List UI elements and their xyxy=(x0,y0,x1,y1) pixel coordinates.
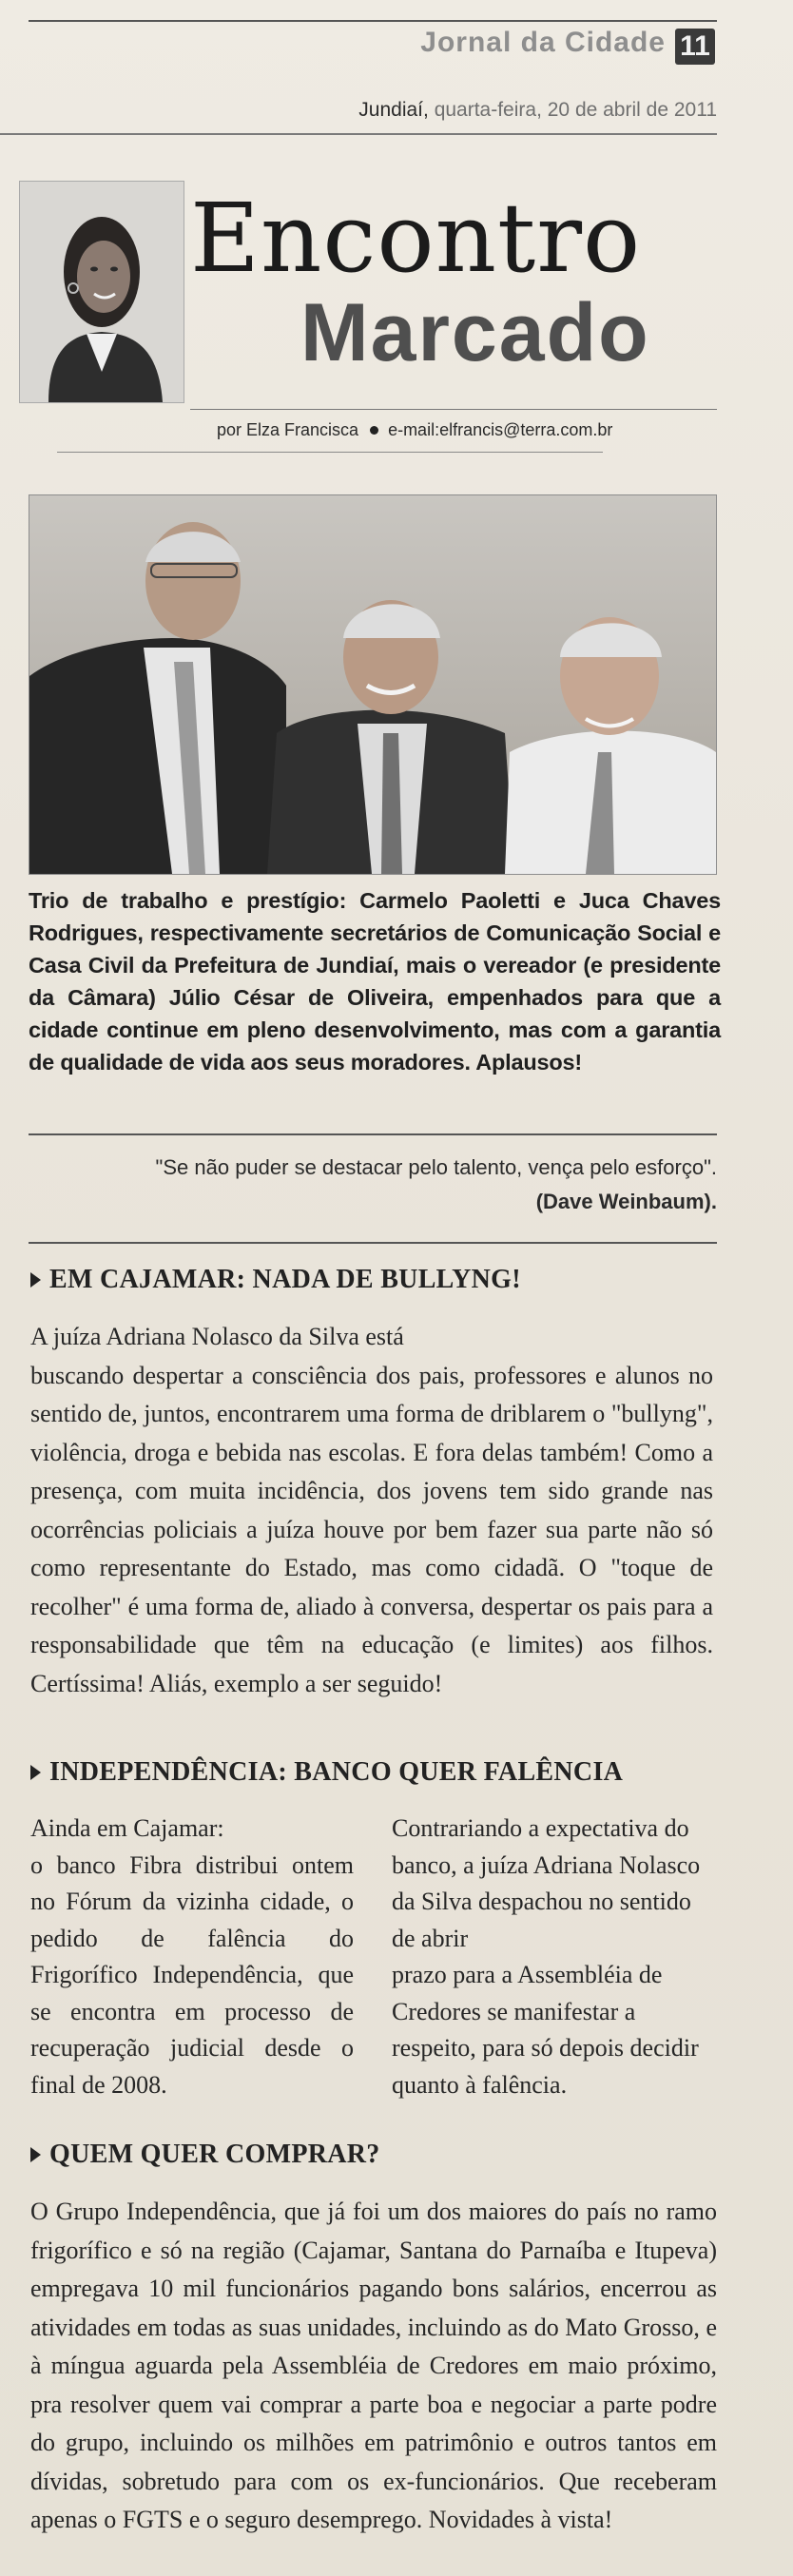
news-photo xyxy=(29,494,717,875)
paragraph: Ainda em Cajamar: xyxy=(30,1814,224,1842)
column-title-line2: Marcado xyxy=(300,287,650,378)
triangle-bullet-icon xyxy=(30,1765,41,1780)
section-col-left xyxy=(30,1811,354,2103)
paper-name: Jornal da Cidade xyxy=(420,27,666,58)
column-title-line1: Encontro xyxy=(190,183,642,294)
columnist-portrait xyxy=(19,181,184,403)
paragraph: O Grupo Independência, que já foi um dos maiores do país no ramo frigorífico e só na região (Cajamar, Santana do Parnaíba e Itupeva) empregava 10 mil funcionários pagando bons salários, encerrou as atividades em todas as suas unidades, incluindo as do Mato Grosso, e à míngua aguarda pela Assembléia de Credores em maio próximo, pra resolver quem vai comprar a parte boa e negociar a parte podre do grupo, incluindo os milhões em patrimônio e outros tantos em dívidas, sobretudo para com os ex-funcionários. Que receberam apenas o FGTS e o seguro desemprego. Novidades à vista! xyxy=(30,2198,717,2533)
triangle-bullet-icon xyxy=(30,1272,41,1288)
byline-underline xyxy=(57,452,603,453)
news-photo-illustration xyxy=(29,495,716,874)
pull-quote xyxy=(32,1151,717,1219)
dateline xyxy=(358,99,717,122)
section-title-cajamar: EM CAJAMAR: NADA DE BULLYNG! xyxy=(30,1265,521,1295)
columnist-portrait-illustration xyxy=(20,182,184,402)
quote-rule-bottom xyxy=(29,1242,717,1244)
section-title-quem-quer-comprar: QUEM QUER COMPRAR? xyxy=(30,2140,380,2170)
paragraph: Contrariando a expectativa do banco, a juíza Adriana Nolasco da Silva despachou no sentido de abrir xyxy=(392,1814,701,1952)
section-body-quem-quer-comprar xyxy=(30,2193,717,2540)
section-body-cajamar xyxy=(30,1318,713,1703)
byline-email: e-mail:elfrancis@terra.com.br xyxy=(388,420,613,439)
byline xyxy=(217,420,612,440)
bullet-dot-icon xyxy=(370,426,378,435)
quote-text: "Se não puder se destacar pelo talento, vença pelo esforço". xyxy=(155,1155,717,1179)
dateline-rule xyxy=(0,133,717,135)
section-col-right xyxy=(392,1811,713,2103)
dateline-city: Jundiaí, xyxy=(358,99,435,121)
dateline-date: quarta-feira, 20 de abril de 2011 xyxy=(434,99,717,121)
byline-author: por Elza Francisca xyxy=(217,420,359,439)
paragraph: A juíza Adriana Nolasco da Silva está xyxy=(30,1323,404,1350)
quote-author: (Dave Weinbaum). xyxy=(535,1190,717,1213)
top-rule xyxy=(29,20,717,22)
byline-rule xyxy=(190,409,717,410)
paragraph: o banco Fibra distribui ontem no Fórum da vizinha cidade, o pedido de falência do Frigorífico Independência, que se encontra em processo de recuperação judicial desde o final de 2008. xyxy=(30,1850,354,2099)
section-title-independencia: INDEPENDÊNCIA: BANCO QUER FALÊNCIA xyxy=(30,1757,623,1788)
triangle-bullet-icon xyxy=(30,2147,41,2162)
page-number-badge: 11 xyxy=(675,29,715,65)
paragraph: buscando despertar a consciência dos pais, professores e alunos no sentido de, juntos, encontrarem uma forma de driblarem o "bullyng", violência, droga e bebida nas escolas. E fora delas também! Como a presença, com muita incidência, dos jovens tem sido grande nas ocorrências policiais a juíza houve por bem fazer sua parte não só como representante do Estado, mas como cidadã. O "toque de recolher" é uma forma de, aliado à conversa, despertar os pais para a responsabilidade que têm na educação (e limites) aos filhos. Certíssima! Aliás, exemplo a ser seguido! xyxy=(30,1361,713,1697)
photo-caption: Trio de trabalho e prestígio: Carmelo Paoletti e Juca Chaves Rodrigues, respectivamente secretários de Comunicação Social e Casa Civil da Prefeitura de Jundiaí, mais o vereador (e presidente da Câmara) Júlio César de Oliveira, empenhados para que a cidade continue em pleno desenvolvimento, mas com a garantia de qualidade de vida aos seus moradores. Aplausos! xyxy=(29,888,721,1075)
paragraph: prazo para a Assembléia de Credores se manifestar a respeito, para só depois decidir quanto à falência. xyxy=(392,1961,699,2099)
quote-rule-top xyxy=(29,1133,717,1135)
